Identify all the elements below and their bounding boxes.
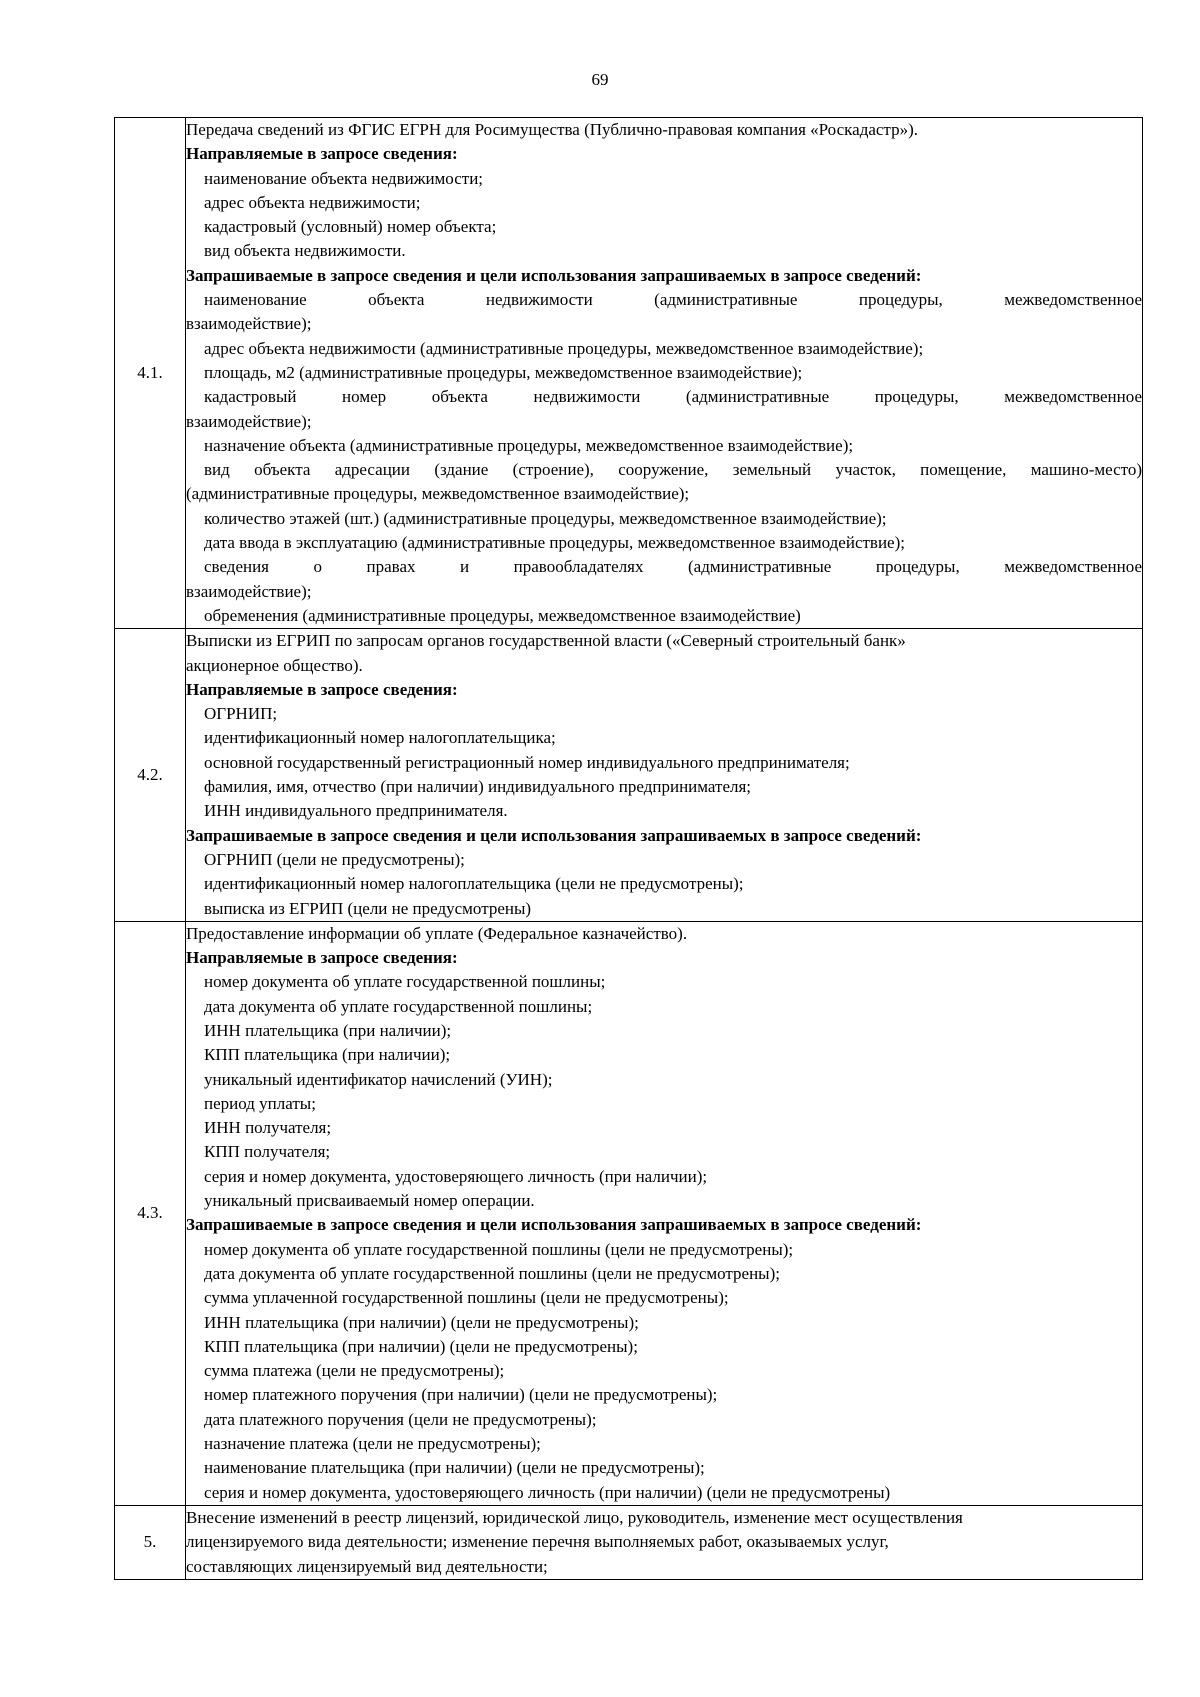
list-item: КПП получателя; bbox=[204, 1142, 331, 1162]
list-item: ИНН индивидуального предпринимателя. bbox=[204, 801, 508, 821]
list-item: идентификационный номер налогоплательщика (цели не предусмотрены); bbox=[204, 874, 744, 894]
row-content bbox=[186, 1505, 1143, 1579]
list-item: КПП плательщика (при наличии); bbox=[204, 1045, 451, 1065]
row-content bbox=[186, 629, 1143, 922]
list-item: ИНН получателя; bbox=[204, 1118, 332, 1138]
document-table bbox=[114, 117, 1143, 1580]
list-item: сумма уплаченной государственной пошлины (цели не предусмотрены); bbox=[204, 1288, 729, 1308]
paragraph-line: составляющих лицензируемый вид деятельности; bbox=[186, 1556, 548, 1576]
table-row bbox=[115, 1505, 1143, 1579]
list-item: обременения (административные процедуры, межведомственное взаимодействие) bbox=[204, 605, 801, 625]
paragraph-line: лицензируемого вида деятельности; изменение перечня выполняемых работ, оказываемых услуг, bbox=[186, 1532, 889, 1552]
section-heading: Направляемые в запросе сведения: bbox=[186, 679, 458, 699]
list-item: номер платежного поручения (при наличии) (цели не предусмотрены); bbox=[204, 1385, 718, 1405]
list-item: наименование плательщика (при наличии) (цели не предусмотрены); bbox=[204, 1458, 705, 1478]
list-item: идентификационный номер налогоплательщика; bbox=[204, 728, 556, 748]
row-number: 4.1. bbox=[115, 118, 186, 629]
list-item: дата ввода в эксплуатацию (административные процедуры, межведомственное взаимодействие); bbox=[204, 533, 905, 553]
list-item: ИНН плательщика (при наличии); bbox=[204, 1020, 452, 1040]
paragraph-line: Внесение изменений в реестр лицензий, юридической лицо, руководитель, изменение мест осуществления bbox=[186, 1507, 963, 1527]
paragraph-line: Выписки из ЕГРИП по запросам органов государственной власти («Северный строительный банк» bbox=[186, 631, 906, 651]
list-item: вид объекта адресации (здание (строение), сооружение, земельный участок, помещение, машино-место) bbox=[204, 460, 1142, 480]
list-item: кадастровый номер объекта недвижимости (административные процедуры, межведомственное bbox=[204, 387, 1142, 407]
list-item: уникальный присваиваемый номер операции. bbox=[204, 1191, 535, 1211]
section-heading: Запрашиваемые в запросе сведения и цели использования запрашиваемых в запросе сведений: bbox=[186, 825, 922, 845]
paragraph-line: Передача сведений из ФГИС ЕГРН для Росимущества (Публично-правовая компания «Роскадастр»). bbox=[186, 120, 918, 139]
list-item: серия и номер документа, удостоверяющего личность (при наличии); bbox=[204, 1166, 708, 1186]
section-heading: Запрашиваемые в запросе сведения и цели использования запрашиваемых в запросе сведений: bbox=[186, 1215, 922, 1235]
list-item: площадь, м2 (административные процедуры, межведомственное взаимодействие); bbox=[204, 362, 803, 382]
list-item: кадастровый (условный) номер объекта; bbox=[204, 217, 497, 237]
list-item: ОГРНИП (цели не предусмотрены); bbox=[204, 849, 465, 869]
list-item: выписка из ЕГРИП (цели не предусмотрены) bbox=[204, 898, 532, 918]
page-number: 69 bbox=[591, 70, 609, 89]
list-item: сумма платежа (цели не предусмотрены); bbox=[204, 1361, 505, 1381]
section-heading: Направляемые в запросе сведения: bbox=[186, 144, 458, 164]
list-item: количество этажей (шт.) (административные процедуры, межведомственное взаимодействие); bbox=[204, 508, 887, 528]
paragraph-line: акционерное общество). bbox=[186, 655, 363, 675]
list-item: вид объекта недвижимости. bbox=[204, 241, 406, 261]
list-item: основной государственный регистрационный номер индивидуального предпринимателя; bbox=[204, 752, 850, 772]
list-item-continuation: (административные процедуры, межведомственное взаимодействие); bbox=[186, 484, 690, 504]
list-item: ОГРНИП; bbox=[204, 704, 278, 724]
list-item: адрес объекта недвижимости (административные процедуры, межведомственное взаимодействие); bbox=[204, 338, 924, 358]
section-heading: Направляемые в запросе сведения: bbox=[186, 948, 458, 968]
list-item: номер документа об уплате государственной пошлины (цели не предусмотрены); bbox=[204, 1239, 794, 1259]
list-item: дата документа об уплате государственной пошлины (цели не предусмотрены); bbox=[204, 1263, 780, 1283]
row-content bbox=[186, 118, 1143, 629]
list-item: номер документа об уплате государственной пошлины; bbox=[204, 972, 606, 992]
list-item: уникальный идентификатор начислений (УИН); bbox=[204, 1069, 553, 1089]
list-item: ИНН плательщика (при наличии) (цели не предусмотрены); bbox=[204, 1312, 639, 1332]
list-item: назначение платежа (цели не предусмотрены); bbox=[204, 1434, 541, 1454]
list-item: назначение объекта (административные процедуры, межведомственное взаимодействие); bbox=[204, 435, 854, 455]
section-heading: Запрашиваемые в запросе сведения и цели использования запрашиваемых в запросе сведений: bbox=[186, 265, 922, 285]
paragraph-line: Предоставление информации об уплате (Федеральное казначейство). bbox=[186, 923, 688, 943]
list-item: КПП плательщика (при наличии) (цели не предусмотрены); bbox=[204, 1336, 638, 1356]
list-item: наименование объекта недвижимости; bbox=[204, 168, 484, 188]
row-number: 5. bbox=[115, 1505, 186, 1579]
list-item-continuation: взаимодействие); bbox=[186, 411, 312, 431]
list-item: адрес объекта недвижимости; bbox=[204, 192, 421, 212]
list-item: дата документа об уплате государственной пошлины; bbox=[204, 996, 593, 1016]
list-item: наименование объекта недвижимости (административные процедуры, межведомственное bbox=[204, 290, 1142, 310]
list-item: период уплаты; bbox=[204, 1093, 316, 1113]
list-item: сведения о правах и правообладателях (административные процедуры, межведомственное bbox=[204, 557, 1142, 577]
list-item: фамилия, имя, отчество (при наличии) индивидуального предпринимателя; bbox=[204, 777, 752, 797]
row-content bbox=[186, 921, 1143, 1505]
table-row bbox=[115, 629, 1143, 922]
list-item-continuation: взаимодействие); bbox=[186, 581, 312, 601]
list-item: дата платежного поручения (цели не предусмотрены); bbox=[204, 1409, 597, 1429]
row-number: 4.2. bbox=[115, 629, 186, 922]
table-row bbox=[115, 118, 1143, 629]
list-item: серия и номер документа, удостоверяющего личность (при наличии) (цели не предусмотрены) bbox=[204, 1482, 891, 1502]
row-number: 4.3. bbox=[115, 921, 186, 1505]
list-item-continuation: взаимодействие); bbox=[186, 314, 312, 334]
table-row bbox=[115, 921, 1143, 1505]
